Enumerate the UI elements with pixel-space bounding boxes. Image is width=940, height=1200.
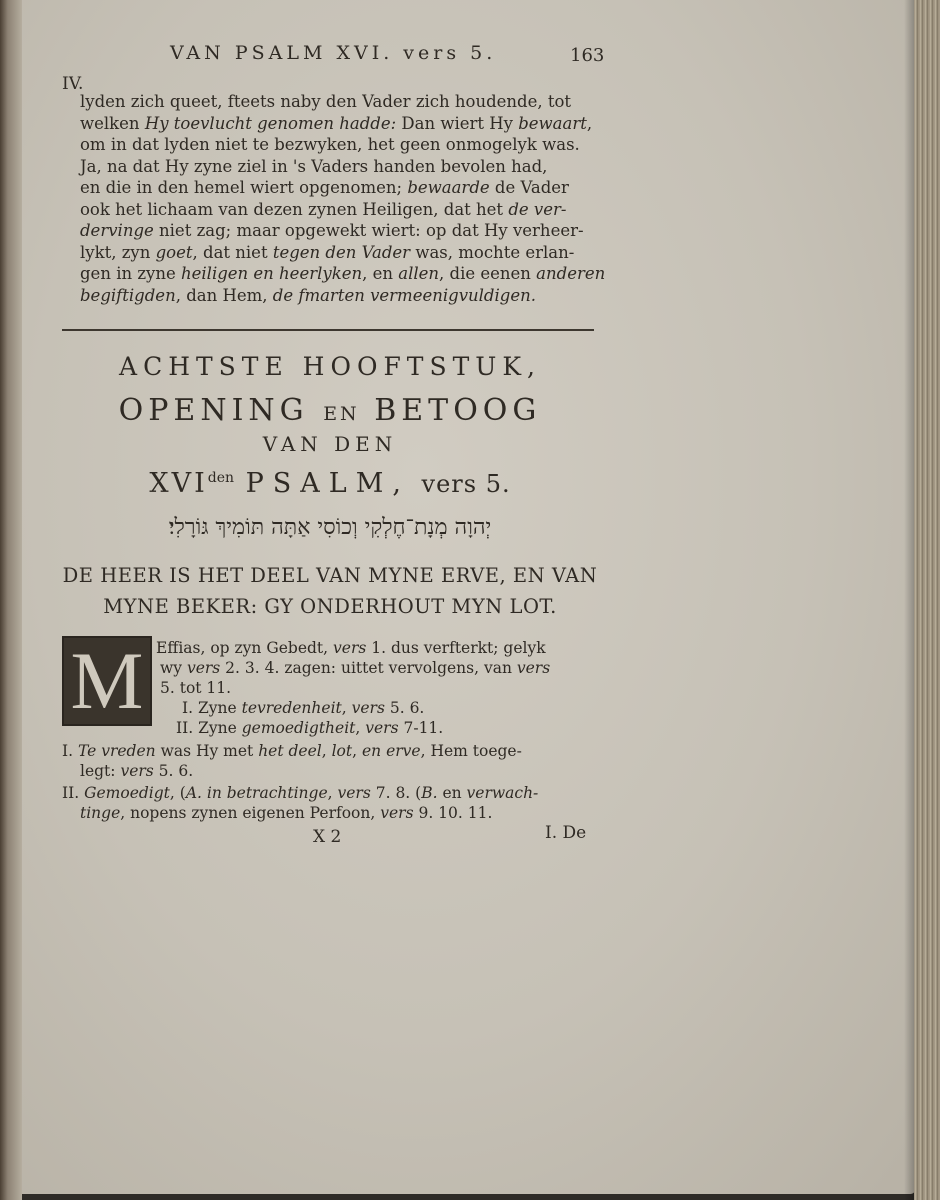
text-run: ook het lichaam van dezen zynen Heiligen, dat het — [80, 199, 509, 219]
text-run: , — [321, 742, 332, 760]
subtitle-opening: OPENING — [118, 393, 309, 428]
text-run: 5. 6. — [384, 699, 425, 717]
catchword: I. De — [545, 823, 587, 843]
text-run: 9. 10. 11. — [413, 804, 493, 822]
italic-run: en erve — [361, 742, 421, 760]
body-paragraph — [80, 91, 606, 306]
section-marker: IV. — [62, 74, 84, 94]
text-run: en — [437, 784, 467, 802]
italic-run: dervinge — [80, 221, 154, 240]
italic-run: tegen den Vader — [272, 242, 411, 262]
text-run: niet zag; maar opgewekt wiert: op dat Hy verheer- — [153, 221, 584, 240]
psalm-number: XVI — [149, 468, 208, 499]
chapter-subtitle — [60, 393, 600, 428]
section-rule — [62, 329, 594, 331]
outline-line — [176, 718, 443, 739]
italic-run: begiftigden — [80, 285, 176, 305]
text-run: , dan Hem, — [175, 285, 273, 305]
text-run: , — [586, 113, 593, 133]
text-run: 1. dus verfterkt; gelyk — [366, 639, 546, 657]
subtitle-van-den: VAN DEN — [262, 432, 398, 456]
text-run: 5. 6. — [153, 762, 194, 780]
text-run: 7. 8. ( — [370, 784, 422, 802]
subtitle-en: EN — [323, 403, 360, 425]
page-block-edge — [914, 0, 940, 1200]
text-run: , dat niet — [192, 242, 273, 262]
text-run: gen in zyne — [80, 264, 181, 283]
outline-line — [80, 761, 193, 782]
outline-line — [160, 658, 550, 679]
outline-line — [182, 698, 424, 719]
italic-run: Gemoedigt — [84, 784, 170, 802]
running-head: VAN PSALM XVI. vers 5. — [170, 42, 497, 64]
outline-line — [160, 678, 231, 699]
italic-run: allen — [398, 264, 440, 283]
italic-run: A. in betrachtinge — [185, 784, 328, 802]
text-run: , ( — [169, 784, 186, 802]
text-run: Dan wiert Hy — [396, 113, 519, 133]
italic-run: vers — [120, 762, 154, 780]
text-run: was Hy met — [155, 742, 259, 760]
italic-run: vers — [333, 639, 367, 657]
psalm-superscript: den — [207, 470, 235, 486]
italic-run: het deel — [258, 742, 322, 760]
outline-line — [80, 803, 492, 824]
chapter-heading: ACHTSTE HOOFTSTUK, — [119, 352, 541, 381]
italic-run: goet — [155, 242, 193, 262]
italic-run: lot — [331, 742, 353, 760]
text-run: , die eenen — [439, 264, 537, 283]
verse-translation: DE HEER IS HET DEEL VAN MYNE ERVE, EN VAN MYNE BEKER: GY ONDERHOUT MYN LOT. — [62, 564, 598, 618]
italic-run: vers — [337, 784, 371, 802]
italic-run: bewaart — [518, 113, 587, 133]
italic-run: vers — [186, 659, 221, 677]
text-run: , nopens zynen eigenen Perfoon, — [120, 804, 381, 822]
text-run: I. — [62, 742, 78, 760]
binding-gutter — [0, 0, 22, 1200]
paragraph-line — [80, 91, 600, 113]
italic-run: bewaarde — [407, 178, 490, 197]
italic-run: Te vreden — [77, 742, 156, 760]
italic-run: heiligen en heerlyken — [181, 264, 363, 283]
outline-line — [62, 741, 522, 762]
outline-line — [62, 783, 538, 804]
psalm-verse: vers 5. — [421, 470, 511, 498]
paragraph-line — [80, 263, 606, 285]
text-run: II. Zyne — [176, 719, 242, 737]
text-run: de Vader — [489, 178, 569, 197]
italic-run: vers — [380, 804, 414, 822]
paragraph-line — [80, 242, 600, 264]
text-run: 5. tot 11. — [160, 679, 232, 697]
text-run: II. — [62, 784, 85, 802]
text-run: Ja, na dat Hy zyne ziel in 's Vaders handen bevolen had, — [80, 156, 548, 176]
text-run: wy — [160, 659, 187, 677]
text-run: 2. 3. 4. zagen: uittet vervolgens, van — [220, 659, 517, 677]
outline-line — [156, 638, 546, 659]
dropcap-initial: M — [62, 636, 152, 726]
psalm-title — [60, 468, 600, 499]
italic-run: anderen — [536, 264, 606, 283]
text-run: lyden zich queet, fteets naby den Vader zich houdende, tot — [80, 92, 572, 111]
italic-run: vers — [516, 659, 551, 677]
paragraph-line — [80, 177, 600, 199]
text-run: , — [341, 699, 352, 717]
text-run: , — [355, 719, 366, 737]
italic-run: tevredenheit — [241, 699, 342, 717]
text-run: I. Zyne — [182, 699, 242, 717]
italic-run: de ver- — [508, 199, 567, 219]
text-run: Effias, op zyn Gebedt, — [156, 639, 334, 657]
italic-run: B. — [421, 784, 438, 802]
text-run: legt: — [80, 762, 121, 780]
text-run: 7-11. — [398, 719, 444, 737]
text-run: welken — [80, 113, 145, 133]
paragraph-line — [80, 113, 600, 135]
italic-run: tinge — [80, 804, 121, 822]
text-run: en die in den hemel wiert opgenomen; — [80, 178, 408, 197]
psalm-word: PSALM, — [245, 468, 410, 499]
page-edge-shadow — [904, 0, 914, 1200]
text-run: , — [352, 742, 362, 760]
page-number: 163 — [570, 45, 605, 66]
paragraph-line — [80, 220, 600, 242]
italic-run: Hy toevlucht genomen hadde: — [144, 113, 397, 133]
italic-run: vers — [365, 719, 399, 737]
italic-run: vers — [351, 699, 385, 717]
italic-run: gemoedigtheit — [241, 719, 356, 737]
text-run: , — [327, 784, 338, 802]
paragraph-line — [80, 199, 600, 221]
hebrew-verse: יְהוָה מְנָת־חֶלְקִי וְכוֹסִי אַתָּה תּוֹמִיךְ גּוֹרָלִי׃ — [168, 515, 492, 540]
paragraph-line — [80, 285, 600, 307]
italic-run: verwach- — [466, 784, 539, 802]
subtitle-betoog: BETOOG — [374, 393, 542, 428]
text-run: lykt, zyn — [80, 242, 156, 262]
text-run: , en — [362, 264, 399, 283]
paragraph-line — [80, 134, 600, 156]
signature-mark: X 2 — [313, 827, 342, 847]
text-run: , Hem toege- — [420, 742, 522, 760]
paragraph-line — [80, 156, 600, 178]
text-run: was, mochte erlan- — [410, 242, 575, 262]
italic-run: de fmarten vermeenigvuldigen. — [272, 285, 536, 305]
text-run: om in dat lyden niet te bezwyken, het geen onmogelyk was. — [80, 135, 580, 154]
